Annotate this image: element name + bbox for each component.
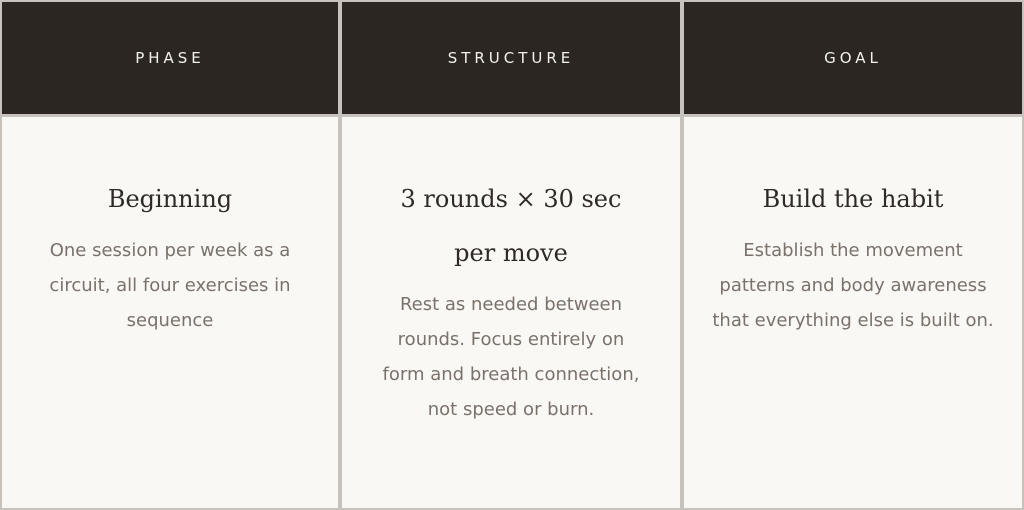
header-goal: GOAL — [684, 2, 1022, 114]
phase-cell — [2, 117, 338, 508]
phase-description: One session per week as a circuit, all four exercises in sequence — [49, 240, 291, 331]
phase-title: Beginning — [107, 185, 233, 213]
structure-description: Rest as needed between rounds. Focus entirely on form and breath connection, not speed or burn. — [382, 294, 640, 420]
goal-description: Establish the movement patterns and body awareness that everything else is built on. — [712, 240, 994, 331]
structure-title: 3 rounds × 30 sec per move — [400, 185, 622, 267]
goal-cell — [684, 117, 1022, 508]
header-structure: STRUCTURE — [342, 2, 680, 114]
structure-cell — [342, 117, 680, 508]
header-phase: PHASE — [2, 2, 338, 114]
goal-title: Build the habit — [762, 185, 944, 213]
